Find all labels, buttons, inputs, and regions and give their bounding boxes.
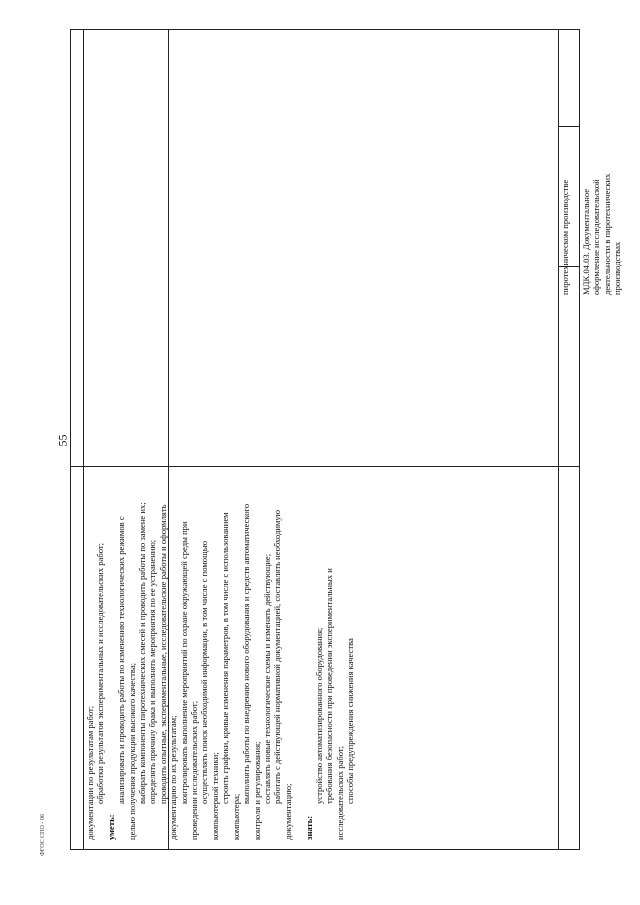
text-line: работать с действующей нормативной документацией, составлять необходимую документацию; [272,509,293,840]
text-line: документации по результатам работ; [85,705,95,840]
text-line: обработки результатов экспериментальных и исследовательских работ; [95,542,106,804]
spacer [570,159,580,295]
footer-code: ФГОС СПО - 06 [39,814,46,856]
module-title-cell [558,159,628,297]
section-label: уметь: [105,814,116,840]
text-line: составлять новые технологические схемы и изменять действующие; [261,553,272,804]
table [70,29,623,850]
text-line: устройство автоматизированного оборудования; [313,627,324,804]
text-line: выполнять работы по внедрению нового оборудования и средств автоматического контроля и регулирования; [241,503,262,840]
text-line: анализировать и проводить работы по изменению технологических режимов с целью получения продукции высокого качества; [116,516,137,840]
section-label: знать: [303,815,314,840]
text-line: строить графики, кривые изменения параметров, в том числе с использованием компьютера; [220,512,241,840]
text-line: осуществлять поиск необходимой информации, в том числе с помощью компьютерной техники; [199,540,220,840]
text-line: пиротехническом производстве [560,179,570,295]
row-divider [71,466,579,467]
module-title: МДК.04.03. Документальное оформление исследовательской деятельности в пиротехнических производствах [580,173,623,295]
text-line: способы предупреждения снижения качества [345,638,356,804]
right-cell-divider [558,126,579,127]
text-line: определять причину брака и выполнять мероприятия по ее устранению; [147,539,158,804]
text-line: контролировать выполнение мероприятий по охране окружающей среды при проведении исследовательских работ; [178,521,200,840]
text-line: проводить опытные, экспериментальные, исследовательские работы и оформлять документацию по их результатам; [157,504,179,840]
competency-text-cell [83,497,591,842]
text-line: требования безопасности при проведении экспериментальных и исследовательских работ; [324,568,345,840]
page-number: 55 [55,434,70,447]
text-line: выбирать компоненты пиротехнических смесей и проводить работы по замене их; [137,502,148,804]
spacer [293,497,303,840]
